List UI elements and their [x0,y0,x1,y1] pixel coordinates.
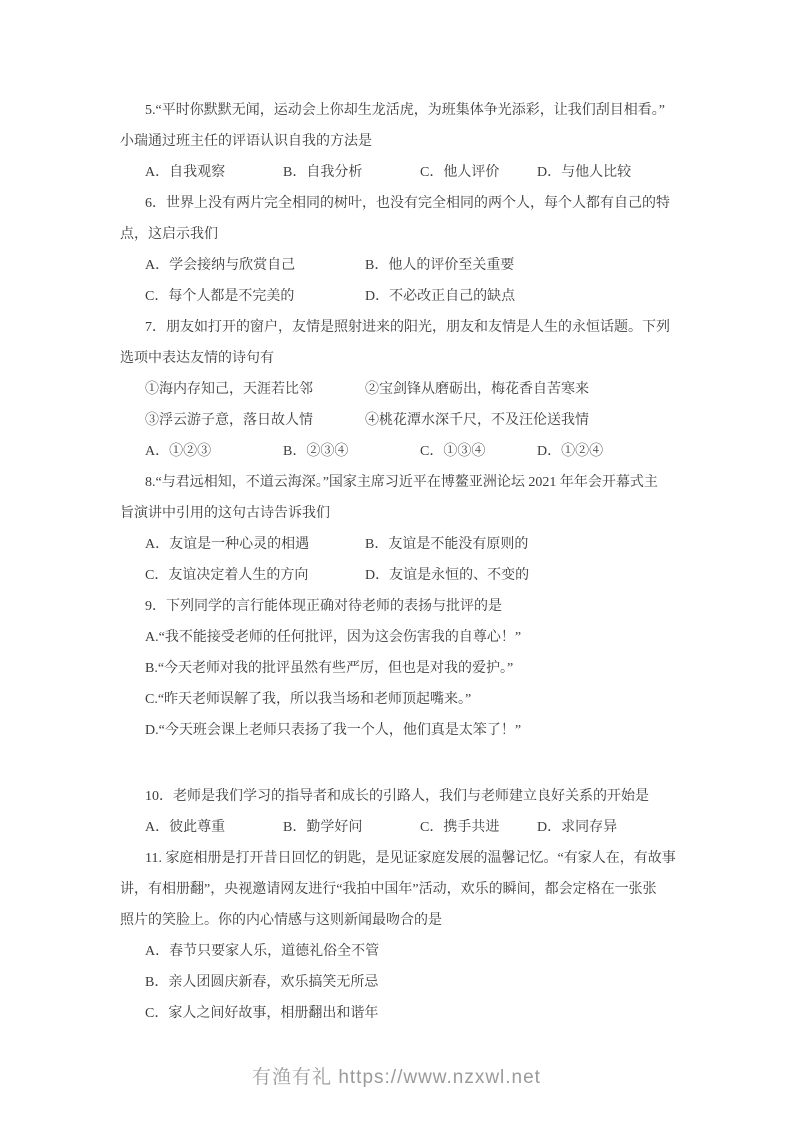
question-8-options-row-ab [120,529,680,560]
question-5 [120,95,680,188]
question-11-option-b: B．亲人团圆庆新春，欢乐搞笑无所忌 [145,975,379,990]
question-7-stem-line-2: 选项中表达友情的诗句有 [120,351,274,366]
question-7-options-row [120,436,680,467]
question-10-option-b: B．勤学好问 [283,820,363,835]
question-11-stem-line-3: 照片的笑脸上。你的内心情感与这则新闻最吻合的是 [120,913,442,928]
exam-content [120,95,680,1029]
question-6-stem-line-2: 点，这启示我们 [120,227,218,242]
question-5-options-row [120,157,680,188]
question-7-items-row-2 [120,405,680,436]
question-5-stem-line-2: 小瑞通过班主任的评语认识自我的方法是 [120,134,372,149]
question-7-stem-line-1: 7．朋友如打开的窗户，友情是照射进来的阳光，朋友和友情是人生的永恒话题。下列 [145,320,670,335]
question-9-option-a: A.“我不能接受老师的任何批评，因为这会伤害我的自尊心！” [145,630,522,645]
question-6 [120,188,680,312]
question-6-option-a: A．学会接纳与欣赏自己 [145,258,296,273]
question-6-option-b: B．他人的评价至关重要 [365,258,515,273]
question-6-stem-line-1: 6．世界上没有两片完全相同的树叶，也没有完全相同的两个人，每个人都有自己的特 [145,196,670,211]
question-6-options-row-ab [120,250,680,281]
question-10-option-d: D．求同存异 [537,820,618,835]
question-9-option-b: B.“今天老师对我的批评虽然有些严厉，但也是对我的爱护。” [145,661,514,676]
question-9 [120,591,680,746]
question-7-items-row-1 [120,374,680,405]
question-9-option-d: D.“今天班会课上老师只表扬了我一个人，他们真是太笨了！” [145,723,522,738]
question-5-option-d: D．与他人比较 [537,165,632,180]
question-10-option-a: A．彼此尊重 [145,820,226,835]
question-7-option-c: C．①③④ [420,444,486,459]
question-5-option-a: A．自我观察 [145,165,226,180]
question-11-option-a: A．春节只要家人乐，道德礼俗全不管 [145,944,380,959]
question-10-stem-line-1: 10．老师是我们学习的指导者和成长的引路人，我们与老师建立良好关系的开始是 [145,789,649,804]
question-7-item-2: ②宝剑锋从磨砺出，梅花香自苦寒来 [365,382,589,397]
question-7-option-b: B．②③④ [283,444,349,459]
question-7 [120,312,680,467]
question-6-options-row-cd [120,281,680,312]
question-7-option-a: A．①②③ [145,444,212,459]
question-8-options-row-cd [120,560,680,591]
question-11-option-c: C．家人之间好故事，相册翻出和谐年 [145,1006,379,1021]
question-5-stem-line-1: 5.“平时你默默无闻，运动会上你却生龙活虎，为班集体争光添彩，让我们刮目相看。” [145,103,665,118]
question-8-option-b: B．友谊是不能没有原则的 [365,537,529,552]
question-7-item-4: ④桃花潭水深千尺，不及汪伦送我情 [365,413,589,428]
question-7-item-1: ①海内存知己，天涯若比邻 [145,382,313,397]
question-9-stem-line-1: 9．下列同学的言行能体现正确对待老师的表扬与批评的是 [145,599,502,614]
question-7-item-3: ③浮云游子意，落日故人情 [145,413,313,428]
question-8-option-d: D．友谊是永恒的、不变的 [365,568,530,583]
question-7-option-d: D．①②④ [537,444,604,459]
watermark-footer: 有渔有礼 https://www.nzxwl.net [252,1067,541,1088]
section-gap [120,746,680,781]
question-11-stem-line-1: 11. 家庭相册是打开昔日回忆的钥匙，是见证家庭发展的温馨记忆。“有家人在，有故事 [145,851,676,866]
question-8-stem-line-2: 旨演讲中引用的这句古诗告诉我们 [120,506,330,521]
question-5-option-b: B．自我分析 [283,165,363,180]
question-5-option-c: C．他人评价 [420,165,500,180]
question-10 [120,781,680,843]
question-6-option-c: C．每个人都是不完美的 [145,289,295,304]
question-6-option-d: D．不必改正自己的缺点 [365,289,516,304]
question-11-stem-line-2: 讲，有相册翻”，央视邀请网友进行“我拍中国年”活动，欢乐的瞬间，都会定格在一张张 [120,882,657,897]
question-10-option-c: C．携手共进 [420,820,500,835]
question-9-option-c: C.“昨天老师误解了我，所以我当场和老师顶起嘴来。” [145,692,472,707]
question-8-stem-line-1: 8.“与君远相知，不道云海深。”国家主席习近平在博鳌亚洲论坛 2021 年年会开幕式主 [145,475,658,490]
question-8 [120,467,680,591]
question-10-options-row [120,812,680,843]
question-8-option-c: C．友谊决定着人生的方向 [145,568,309,583]
question-8-option-a: A．友谊是一种心灵的相遇 [145,537,310,552]
question-11 [120,843,680,1029]
